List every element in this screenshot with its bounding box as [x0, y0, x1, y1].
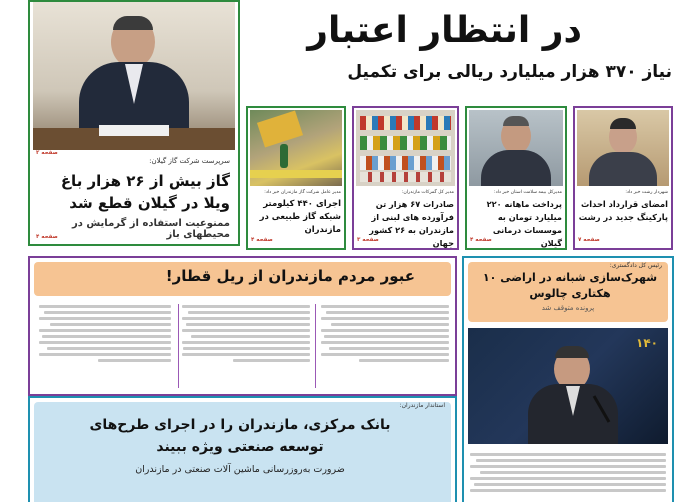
housing-official-photo	[468, 328, 668, 444]
housing-photo-banner: ۱۴۰	[636, 336, 658, 350]
teaser-parking[interactable]	[573, 106, 673, 250]
housing-subhead: پرونده متوقف شد	[541, 304, 595, 312]
teaser-dairy-photo	[356, 110, 455, 186]
nameplate	[99, 125, 169, 136]
teaser-gas-network-page: صفحه ۴	[251, 237, 273, 243]
teaser-gas-network-photo	[250, 110, 342, 186]
teaser-parking-title: امضای قرارداد احداث پارکینگ جدید در رشت	[578, 199, 668, 222]
teaser-parking-kicker: شهردار رشت خبر داد:	[625, 190, 668, 195]
train-headline[interactable]: عبور مردم مازندران از ریل قطار!	[165, 267, 415, 285]
teaser-dairy-kicker: مدیر کل گمرکات مازندران:	[401, 190, 454, 195]
teaser-insurance-title: پرداخت ماهانه ۲۲۰ میلیارد تومان به موسسات درمانی گیلان	[486, 199, 562, 248]
train-body-col-2	[182, 302, 310, 390]
train-col-divider-2	[315, 304, 316, 388]
bank-story-box[interactable]	[28, 396, 457, 502]
housing-headline[interactable]: شهرک‌سازی شبانه در اراضی ۱۰ هکتاری چالوس	[482, 271, 658, 300]
teaser-dairy-exports[interactable]	[352, 106, 459, 250]
teaser-dairy-page: صفحه ۳	[357, 237, 379, 243]
gas-story-subhead: ممنوعیت استفاده از گرمایش در محیطهای باز	[72, 218, 230, 240]
teaser-parking-photo	[577, 110, 669, 186]
lead-subheadline: نیاز ۳۷۰ هزار میلیارد ریالی برای تکمیل	[347, 62, 672, 82]
teaser-parking-page: صفحه ۷	[578, 237, 600, 243]
teaser-gas-network[interactable]	[246, 106, 346, 250]
teaser-insurance-kicker: مدیرکل بیمه سلامت استان خبر داد:	[494, 190, 562, 195]
gas-story-top-page: صفحه ۲	[36, 150, 58, 156]
teaser-insurance-photo	[469, 110, 563, 186]
teaser-dairy-title: صادرات ۶۷ هزار تن فرآورده های لبنی از مازندران به ۲۶ کشور جهان	[369, 199, 454, 248]
teaser-health-insurance[interactable]	[465, 106, 567, 250]
train-story-box[interactable]	[28, 256, 457, 396]
gas-story-page: صفحه ۴	[36, 234, 58, 240]
gas-story-kicker: سرپرست شرکت گاز گیلان:	[149, 157, 230, 165]
bank-headline[interactable]: بانک مرکزی، مازندران را در اجرای طرح‌های توسعه صنعتی ویژه ببیند	[89, 417, 391, 455]
teaser-gas-network-kicker: مدیر عامل شرکت گاز مازندران خبر داد:	[264, 190, 341, 195]
teaser-gas-network-title: اجرای ۴۴۰ کیلومتر شبکه گاز طبیعی در مازندران	[259, 199, 341, 235]
bank-subhead: ضرورت به‌روزرسانی ماشین آلات صنعتی در مازندران	[135, 464, 345, 475]
housing-story-box[interactable]	[462, 256, 674, 502]
housing-official-figure	[528, 344, 618, 444]
gas-official-photo	[33, 2, 235, 150]
teaser-insurance-page: صفحه ۴	[470, 237, 492, 243]
train-col-divider-1	[178, 304, 179, 388]
train-body-col-1	[321, 302, 449, 390]
bank-kicker: استاندار مازندران:	[399, 402, 445, 409]
gas-story-box[interactable]	[28, 0, 240, 246]
housing-body-text	[470, 450, 666, 495]
gas-story-headline[interactable]: گاز بیش از ۲۶ هزار باغ ویلا در گیلان قطع شد	[60, 172, 230, 212]
housing-kicker: رئیس کل دادگستری:	[609, 262, 662, 269]
train-body-col-3	[39, 302, 171, 390]
lead-headline[interactable]: در انتظار اعتبار	[307, 10, 582, 51]
